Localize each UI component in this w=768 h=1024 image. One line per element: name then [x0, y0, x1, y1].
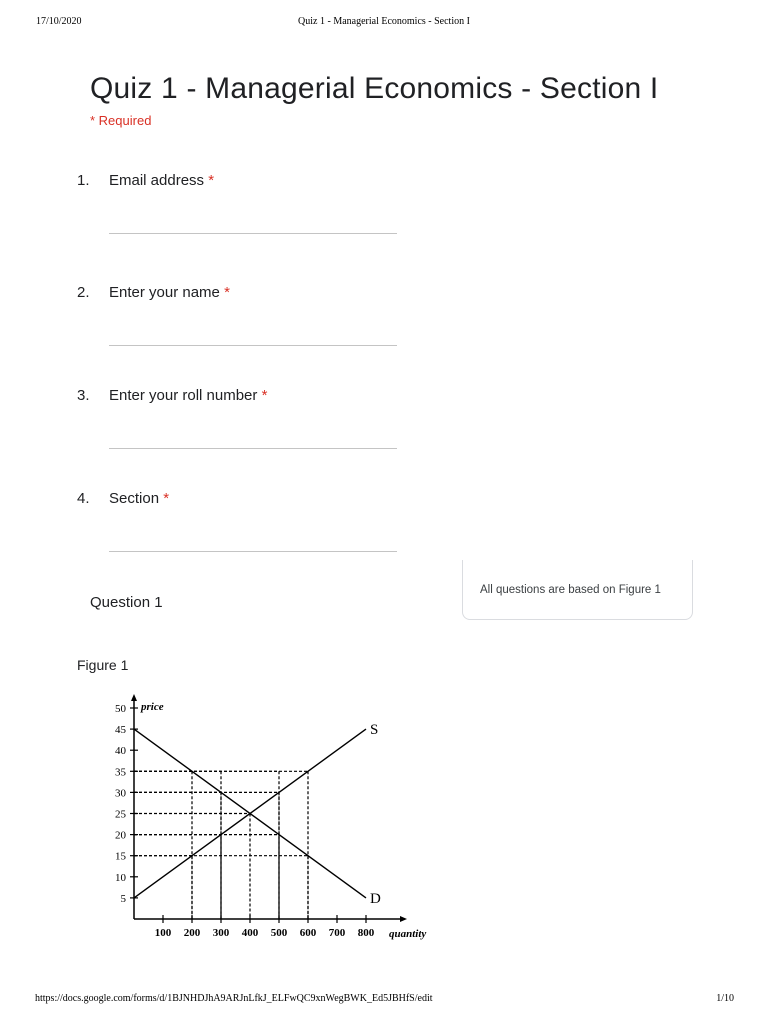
required-star: *	[208, 172, 215, 189]
name-field[interactable]	[109, 325, 397, 346]
question-number: 4.	[77, 490, 90, 507]
y-axis-arrow	[131, 694, 137, 701]
y-tick-label: 5	[120, 892, 126, 905]
x-tick-label: 800	[357, 927, 375, 939]
question-label	[109, 172, 214, 189]
question-number: 1.	[77, 172, 90, 189]
y-tick-label: 10	[115, 871, 126, 884]
x-tick-label: 300	[212, 927, 230, 939]
question-number: 2.	[77, 284, 90, 301]
y-tick-label: 40	[115, 745, 126, 758]
question-label	[109, 284, 230, 301]
required-star: *	[163, 490, 170, 507]
question-label-text: Enter your name	[109, 284, 220, 301]
x-tick-label: 100	[154, 927, 172, 939]
x-axis-title: quantity	[389, 928, 427, 940]
y-tick-label: 15	[115, 850, 126, 863]
x-tick-label: 700	[328, 927, 346, 939]
question-label-text: Enter your roll number	[109, 387, 258, 404]
y-tick-label: 25	[115, 808, 126, 821]
question-label	[109, 387, 267, 404]
section-title: Question 1	[90, 594, 163, 611]
required-star: *	[261, 387, 268, 404]
y-tick-label: 30	[115, 787, 126, 800]
y-tick-label: 35	[115, 766, 126, 779]
supply-demand-chart	[100, 694, 450, 950]
y-axis-title: price	[141, 701, 164, 713]
x-tick-label: 500	[270, 927, 288, 939]
x-tick-label: 200	[183, 927, 201, 939]
y-tick-label: 50	[115, 703, 126, 715]
required-note: * Required	[90, 113, 152, 128]
section-description-card	[462, 560, 693, 620]
roll-number-field[interactable]	[109, 428, 397, 449]
y-tick-label: 45	[115, 724, 126, 737]
series-label-d: D	[370, 890, 381, 907]
x-tick-label: 600	[299, 927, 317, 939]
y-tick-label: 20	[115, 829, 126, 842]
form-title: Quiz 1 - Managerial Economics - Section I	[90, 72, 659, 105]
question-label-text: Email address	[109, 172, 205, 189]
section-description: All questions are based on Figure 1	[480, 584, 661, 596]
print-url: https://docs.google.com/forms/d/1BJNHDJhA9ARJnLfkJ_ELFwQC9xnWegBWK_Ed5JBHfS/edit	[35, 993, 433, 1004]
print-page-number: 1/10	[716, 993, 734, 1004]
section-field[interactable]	[109, 531, 397, 552]
required-star: *	[224, 284, 230, 301]
chart-svg	[100, 694, 450, 950]
question-label-text: Section	[109, 490, 160, 507]
figure-label: Figure 1	[77, 657, 129, 673]
email-field[interactable]	[109, 213, 397, 234]
x-axis-arrow	[400, 916, 407, 922]
question-label	[109, 490, 169, 507]
series-label-s: S	[370, 722, 379, 739]
print-date: 17/10/2020	[36, 16, 82, 27]
x-tick-label: 400	[241, 927, 259, 939]
question-number: 3.	[77, 387, 90, 404]
print-header-title: Quiz 1 - Managerial Economics - Section I	[298, 16, 470, 27]
